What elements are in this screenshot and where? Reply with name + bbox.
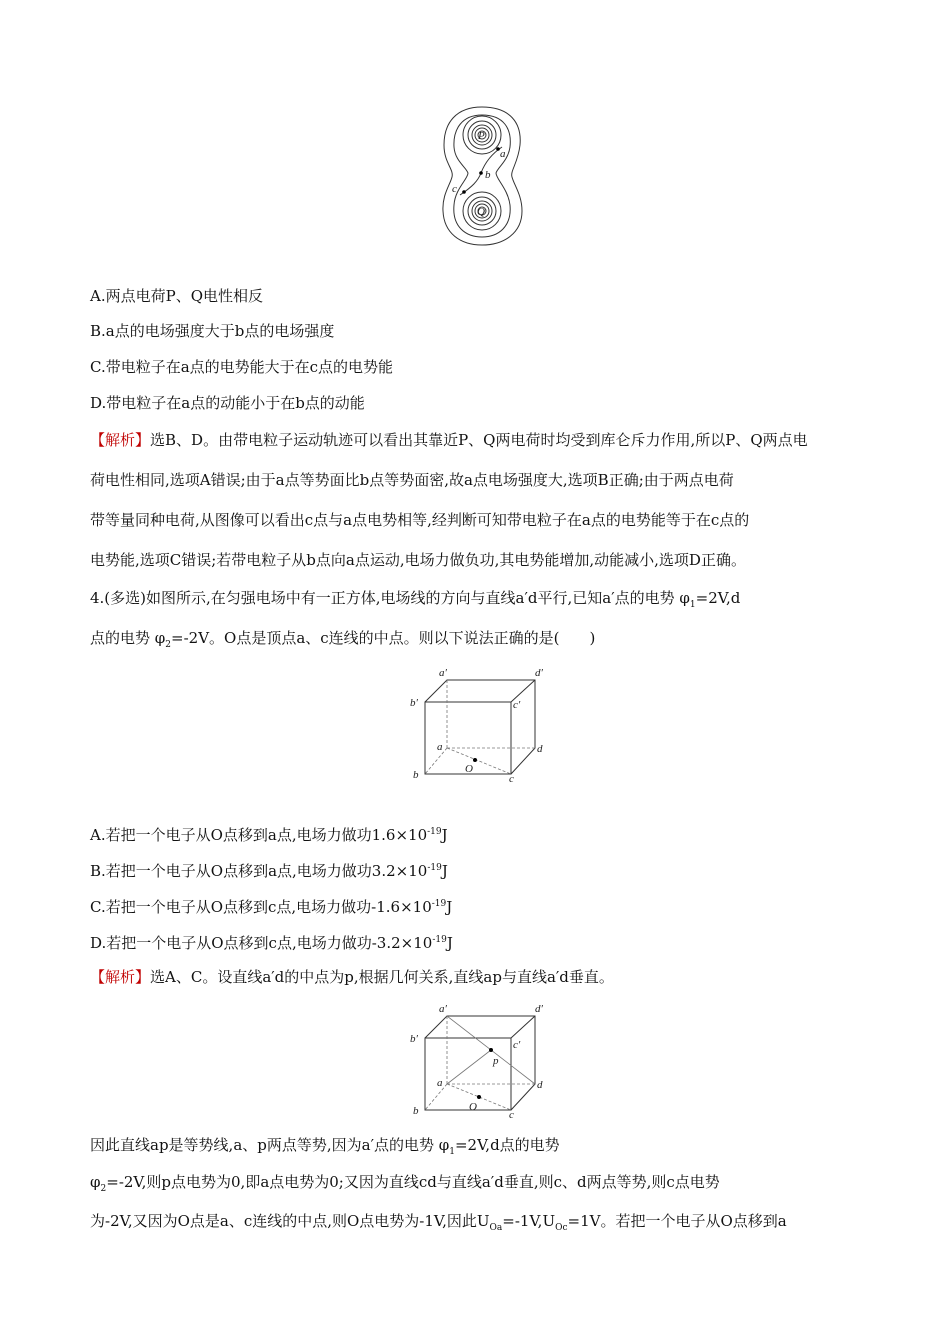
q4-analysis-line-1: 【解析】选A、C。设直线a′d的中点为p,根据几何关系,直线ap与直线a′d垂直。 bbox=[90, 968, 614, 986]
analysis-tag: 【解析】 bbox=[90, 968, 151, 986]
vertex-c-prime-label: c′ bbox=[513, 699, 521, 711]
q3-option-c: C.带电粒子在a点的电势能大于在c点的电势能 bbox=[90, 358, 394, 376]
vertex-a-label: a bbox=[437, 741, 443, 753]
vertex-c-label: c bbox=[509, 1109, 514, 1120]
q3-option-a: A.两点电荷P、Q电性相反 bbox=[90, 287, 263, 305]
vertex-b-label: b bbox=[413, 769, 419, 781]
vertex-b-prime-label: b′ bbox=[410, 697, 418, 709]
point-a-label: a bbox=[500, 148, 506, 160]
vertex-d-label: d bbox=[537, 1079, 543, 1091]
analysis-tag: 【解析】 bbox=[90, 431, 151, 449]
cube-figure-with-p bbox=[405, 1000, 555, 1120]
point-c-label: c bbox=[452, 183, 457, 195]
q4-option-c: C.若把一个电子从O点移到c点,电场力做功$-1.6\times 10^{-19}J$ bbox=[90, 898, 453, 916]
q4-stem-line-1: 4.(多选)如图所示,在匀强电场中有一正方体,电场线的方向与直线a′d平行,已知a′点的电势 $\varphi_1=2V,d$ bbox=[90, 589, 741, 610]
q3-analysis-line-2: 荷电性相同,选项A错误;由于a点等势面比b点等势面密,故a点电场强度大,选项B正确;由于两点电荷 bbox=[90, 471, 734, 489]
q3-analysis-line-4: 电势能,选项C错误;若带电粒子从b点向a点运动,电场力做负功,其电势能增加,动能减小,选项D正确。 bbox=[90, 551, 746, 569]
q3-analysis-line-1: 【解析】选B、D。由带电粒子运动轨迹可以看出其靠近P、Q两电荷时均受到库仑斥力作用,所以P、Q两点电 bbox=[90, 431, 808, 449]
q4-analysis-line-2: 因此直线ap是等势线,a、p两点等势,因为a′点的电势 $\varphi_1=2V,d$点的电势 bbox=[90, 1136, 560, 1157]
q4-option-a: A.若把一个电子从O点移到a点,电场力做功$1.6\times 10^{-19}J$ bbox=[90, 826, 448, 844]
cube-figure bbox=[405, 664, 555, 784]
q4-option-b: B.若把一个电子从O点移到a点,电场力做功$3.2\times 10^{-19}J$ bbox=[90, 862, 448, 880]
vertex-b-prime-label: b′ bbox=[410, 1033, 418, 1045]
charge-q-label: Q bbox=[477, 206, 485, 218]
q4-stem-line-2: 点的电势 $\varphi_2=-2V$。O点是顶点a、c连线的中点。则以下说法正确的是( ) bbox=[90, 629, 596, 650]
vertex-a-prime-label: a′ bbox=[439, 1003, 447, 1015]
vertex-c-label: c bbox=[509, 773, 514, 784]
point-o-label: O bbox=[469, 1101, 477, 1113]
vertex-c-prime-label: c′ bbox=[513, 1039, 521, 1051]
vertex-d-prime-label: d′ bbox=[535, 667, 543, 679]
equipotential-figure bbox=[440, 105, 525, 247]
q4-option-d: D.若把一个电子从O点移到c点,电场力做功$-3.2\times 10^{-19}J$ bbox=[90, 934, 453, 952]
vertex-d-prime-label: d′ bbox=[535, 1003, 543, 1015]
q3-analysis-line-3: 带等量同种电荷,从图像可以看出c点与a点电势相等,经判断可知带电粒子在a点的电势能等于在c点的 bbox=[90, 511, 750, 529]
point-o-label: O bbox=[465, 763, 473, 775]
vertex-b-label: b bbox=[413, 1105, 419, 1117]
point-b-label: b bbox=[485, 169, 491, 181]
point-p-label: p bbox=[493, 1055, 499, 1067]
q4-analysis-line-3: $\varphi_2=-2V$,则p点电势为0,即a点电势为0;又因为直线cd与直线a′d垂直,则c、d两点等势,则c点电势 bbox=[90, 1173, 720, 1194]
vertex-a-prime-label: a′ bbox=[439, 667, 447, 679]
q3-option-b: B.a点的电场强度大于b点的电场强度 bbox=[90, 322, 335, 340]
vertex-a-label: a bbox=[437, 1077, 443, 1089]
vertex-d-label: d bbox=[537, 743, 543, 755]
charge-p-label: P bbox=[478, 130, 485, 142]
q4-analysis-line-4: 为-2V,又因为O点是a、c连线的中点,则O点电势为-1V,因此$U_{Oa}=-1V,U_{Oc}=1V$。若把一个电子从O点移到a bbox=[90, 1212, 787, 1233]
q3-option-d: D.带电粒子在a点的动能小于在b点的动能 bbox=[90, 394, 365, 412]
